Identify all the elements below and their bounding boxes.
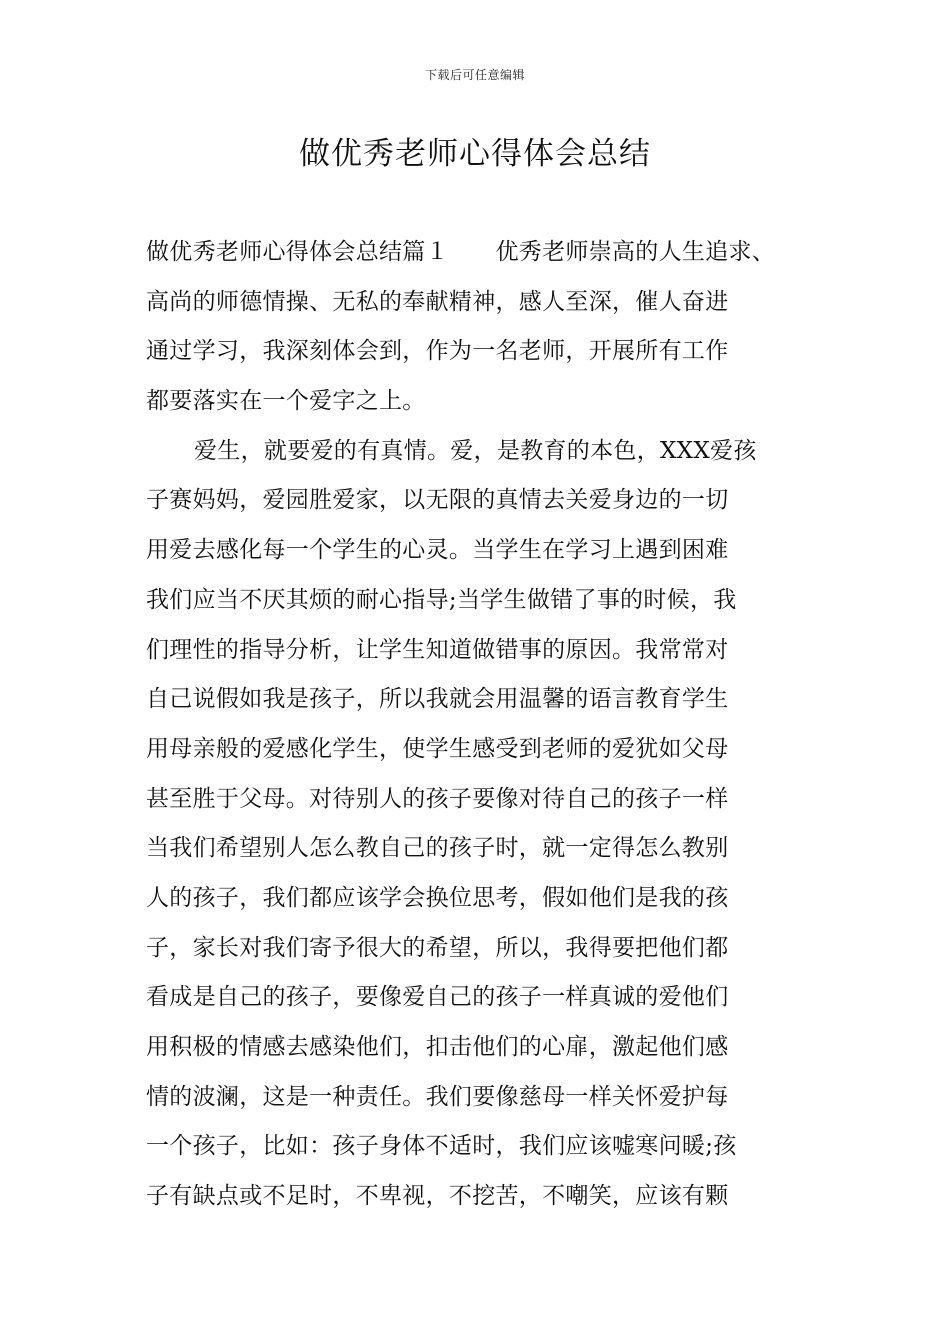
text-line: 甚至胜于父母。对待别人的孩子要像对待自己的孩子一样	[146, 785, 729, 812]
paragraph-first-line: 爱生，就要爱的有真情。爱，是教育的本色，XXX爱孩	[194, 437, 757, 464]
text-line: 用母亲般的爱感化学生，使学生感受到老师的爱犹如父母	[146, 735, 729, 762]
text-line: 用爱去感化每一个学生的心灵。当学生在学习上遇到困难	[146, 537, 729, 564]
text-line: 我们应当不厌其烦的耐心指导;当学生做错了事的时候，我	[146, 586, 737, 613]
text-line: 看成是自己的孩子，要像爱自己的孩子一样真诚的爱他们	[146, 984, 729, 1011]
document-title: 做优秀老师心得体会总结	[299, 136, 651, 172]
document-body	[146, 228, 826, 1222]
text-line: 们理性的指导分析，让学生知道做错事的原因。我常常对	[146, 636, 729, 663]
text-line: 一个孩子，比如：孩子身体不适时，我们应该嘘寒问暖;孩	[146, 1133, 737, 1160]
text-line: 做优秀老师心得体会总结篇１ 优秀老师崇高的人生追求、	[146, 239, 776, 265]
text-line: 子赛妈妈，爱园胜爱家，以无限的真情去关爱身边的一切	[146, 487, 729, 514]
text-line: 人的孩子，我们都应该学会换位思考，假如他们是我的孩	[146, 884, 729, 911]
text-line: 高尚的师德情操、无私的奉献精神，感人至深，催人奋进	[146, 288, 729, 315]
text-line: 都要落实在一个爱字之上。	[146, 388, 426, 415]
text-line: 当我们希望别人怎么教自己的孩子时，就一定得怎么教别	[146, 835, 729, 862]
text-line: 自己说假如我是孩子，所以我就会用温馨的语言教育学生	[146, 686, 729, 713]
text-line: 通过学习，我深刻体会到，作为一名老师，开展所有工作	[146, 338, 729, 365]
text-line: 子有缺点或不足时，不卑视，不挖苦，不嘲笑，应该有颗	[146, 1183, 729, 1210]
text-line: 子，家长对我们寄予很大的希望，所以，我得要把他们都	[146, 934, 729, 961]
header-note: 下载后可任意编辑	[424, 68, 525, 82]
text-line: 情的波澜，这是一种责任。我们要像慈母一样关怀爱护每	[146, 1083, 729, 1110]
text-line: 用积极的情感去感染他们，扣击他们的心扉，激起他们感	[146, 1034, 729, 1060]
